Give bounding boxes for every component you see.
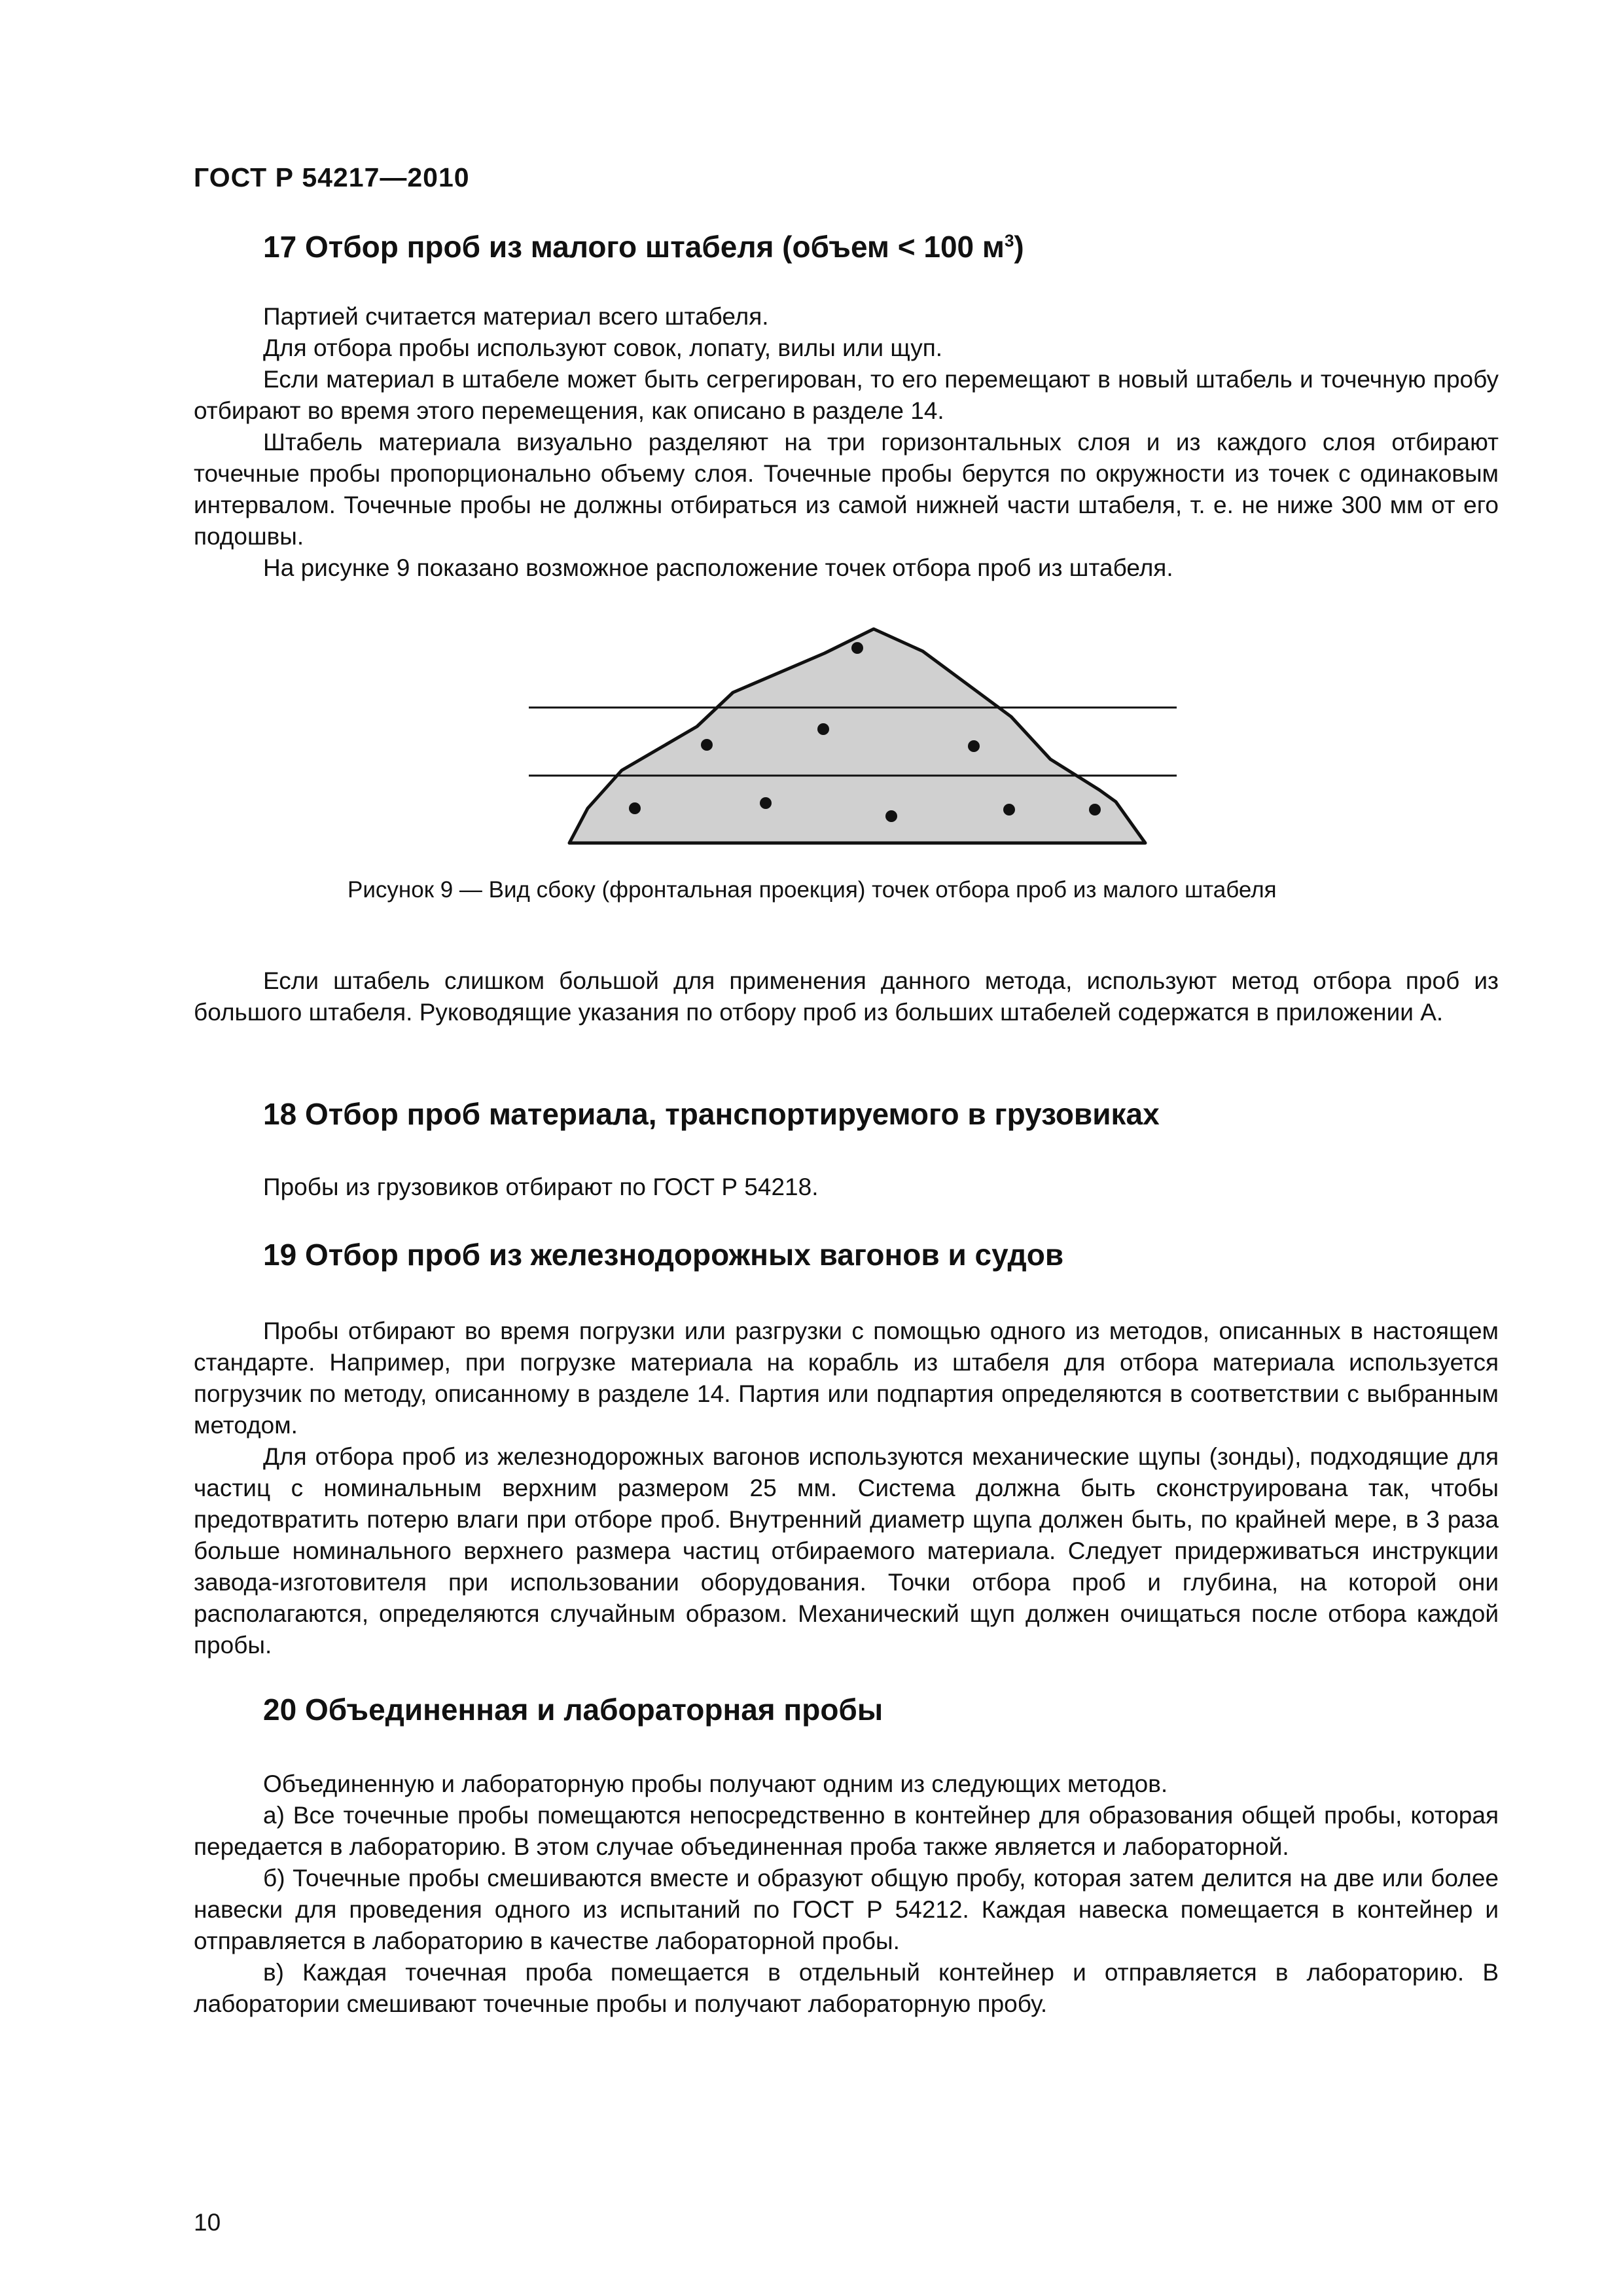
figure-9-pile-diagram xyxy=(517,612,1191,861)
sample-point xyxy=(760,797,772,809)
pile-shape xyxy=(569,629,1145,843)
section-19-title: 19 Отбор проб из железнодорожных вагонов и судов xyxy=(263,1238,1064,1272)
document-header: ГОСТ Р 54217—2010 xyxy=(194,162,470,192)
sample-point xyxy=(968,740,980,752)
s17-paragraph-1: Партией считается материал всего штабеля. xyxy=(263,303,769,330)
s19-text-block xyxy=(194,1316,1499,1661)
section-17-title-text: 17 Отбор проб из малого штабеля (объем < 100 м xyxy=(263,230,1005,264)
sample-point xyxy=(885,810,897,822)
s20-text-block xyxy=(194,1768,1499,2020)
s19-paragraph-2: Для отбора проб из железнодорожных вагонов используются механические щупы (зонды), подходящие для частиц с номинальным верхним размером 25 мм. Система должна быть сконструирована так, чтобы предотвратить потерю влаги при отборе проб. Внутренний диаметр щупа должен быть, по крайней мере, в 3 раза больше номинального верхнего размера частиц отбираемого материала. Следует придерживаться инструкции завода-изготовителя при использовании оборудования. Точки отбора проб и глубина, на которой они располагаются, определяются случайным образом. Механический щуп должен очищаться после отбора каждой пробы. xyxy=(194,1443,1499,1659)
section-17-title-end: ) xyxy=(1014,230,1024,264)
s20-item-b: б) Точечные пробы смешиваются вместе и образуют общую пробу, которая затем делится на две или более навески для проведения одного из испытаний по ГОСТ Р 54212. Каждая навеска помещается в контейнер и отправляется в лабораторию в качестве лабораторной пробы. xyxy=(194,1865,1499,1954)
s17-text-block xyxy=(194,364,1499,584)
section-20-title: 20 Объединенная и лабораторная пробы xyxy=(263,1693,883,1727)
sample-point xyxy=(1003,804,1015,816)
sample-point xyxy=(851,642,863,654)
s20-paragraph-1: Объединенную и лабораторную пробы получают одним из следующих методов. xyxy=(263,1770,1168,1797)
sample-point xyxy=(701,739,713,751)
sample-point xyxy=(817,723,829,735)
s20-item-a: а) Все точечные пробы помещаются непосредственно в контейнер для образования общей пробы, которая передается в лабораторию. В этом случае объединенная проба также является и лабораторной. xyxy=(194,1802,1499,1860)
section-17-title-superscript: 3 xyxy=(1004,230,1014,251)
s20-item-c: в) Каждая точечная проба помещается в отдельный контейнер и отправляется в лабораторию. В лаборатории смешивают точечные пробы и получают лабораторную пробу. xyxy=(194,1959,1499,2017)
section-17-title xyxy=(263,229,1024,264)
section-18-title: 18 Отбор проб материала, транспортируемого в грузовиках xyxy=(263,1097,1160,1131)
s17-paragraph-4: Штабель материала визуально разделяют на три горизонтальных слоя и из каждого слоя отбирают точечные пробы пропорционально объему слоя. Точечные пробы берутся по окружности из точек с одинаковым интервалом. Точечные пробы не должны отбираться из самой нижней части штабеля, т. е. не ниже 300 мм от его подошвы. xyxy=(194,429,1499,550)
figure-caption: Рисунок 9 — Вид сбоку (фронтальная проекция) точек отбора проб из малого штабеля xyxy=(348,877,1277,903)
s17-text-block-2 xyxy=(194,965,1499,1028)
s19-paragraph-1: Пробы отбирают во время погрузки или разгрузки с помощью одного из методов, описанных в настоящем стандарте. Например, при погрузке материала на корабль из штабеля для отбора материала используется погрузчик по методу, описанному в разделе 14. Партия или подпартия определяются в соответствии с выбранным методом. xyxy=(194,1318,1499,1439)
s18-paragraph-1: Пробы из грузовиков отбирают по ГОСТ Р 54218. xyxy=(263,1174,819,1200)
s17-paragraph-2: Для отбора пробы используют совок, лопату, вилы или щуп. xyxy=(263,334,943,361)
s17-paragraph-3: Если материал в штабеле может быть сегрегирован, то его перемещают в новый штабель и точечную пробу отбирают во время этого перемещения, как описано в разделе 14. xyxy=(194,366,1499,424)
s17-paragraph-6: Если штабель слишком большой для применения данного метода, используют метод отбора проб из большого штабеля. Руководящие указания по отбору проб из больших штабелей содержатся в приложении А. xyxy=(194,967,1499,1026)
s17-paragraph-5: На рисунке 9 показано возможное расположение точек отбора проб из штабеля. xyxy=(263,554,1173,581)
sample-point xyxy=(629,802,641,814)
page-number: 10 xyxy=(194,2209,221,2236)
sample-point xyxy=(1089,804,1101,816)
